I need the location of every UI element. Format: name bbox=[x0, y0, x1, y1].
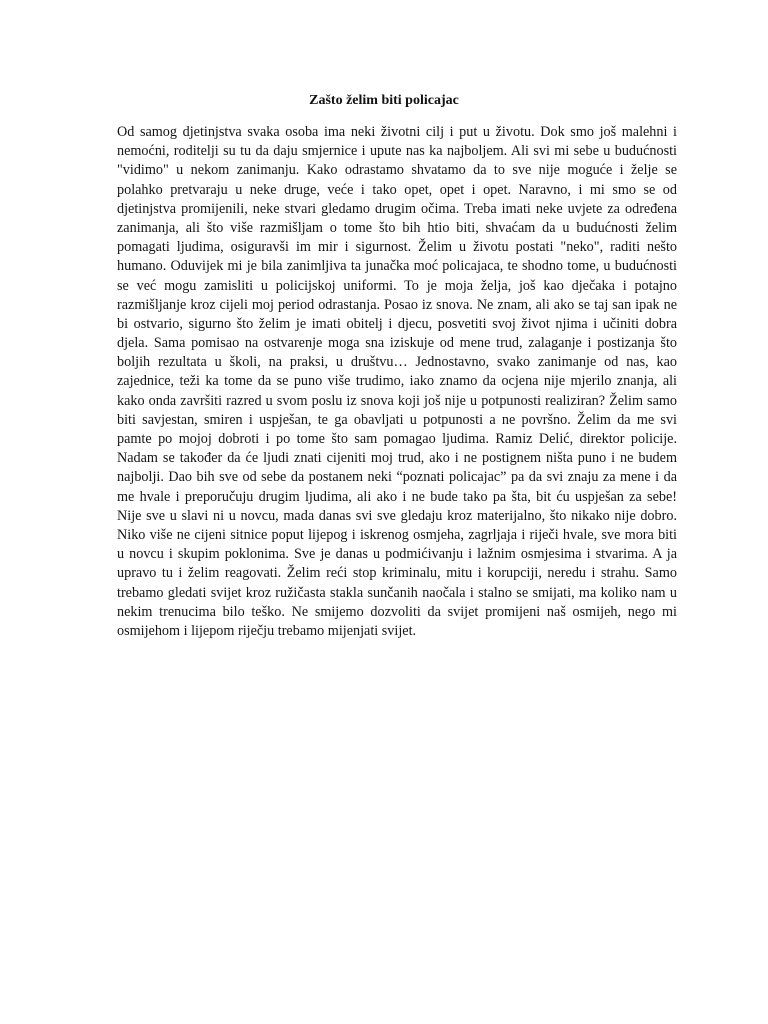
body-line: bi ostvario, sigurno što želim je imati obitelj i djecu, posvetiti svoj život njima i učiniti dobra bbox=[117, 315, 677, 332]
body-line: Niko više ne cijeni sitnice poput lijepog i iskrenog osmjeha, zagrljaja i riječi hvale, sve mora biti bbox=[117, 526, 677, 543]
body-line: pamte po mojoj dobroti i po tome što sam pomagao ljudima. Ramiz Delić, direktor policije. bbox=[117, 431, 677, 447]
body-line: zanimanja, ali što više razmišljam o tome što bih htio biti, shvaćam da u budućnosti želim bbox=[117, 219, 677, 236]
body-line: djela. Sama pomisao na ostvarenje moga sna iziskuje od mene trud, zalaganje i postizanja što bbox=[117, 335, 677, 352]
body-line: nekim trenucima bilo teško. Ne smijemo dozvoliti da svijet promijeni naš osmijeh, nego mi bbox=[117, 603, 677, 620]
body-line: me hvale i preporučuju drugim ljudima, ali ako i ne bude tako pa šta, bit ću uspješan za sebe! bbox=[117, 488, 677, 505]
body-line: kako onda završiti razred u svom poslu iz snova koji još nije u potpunosti realiziran? Želim samo bbox=[117, 392, 677, 409]
document-title: Zašto želim biti policajac bbox=[309, 93, 459, 108]
body-line: razmišljanje kroz cijeli moj period odrastanja. Posao iz snova. Ne znam, ali ako se taj san ipak ne bbox=[117, 296, 677, 313]
body-line: djetinjstva promijenili, neke stvari gledamo drugim očima. Treba imati neke uvjete za određena bbox=[117, 200, 677, 217]
body-line: zajednice, teži ka tome da se puno više trudimo, iako znamo da ocjena nije mjerilo znanja, ali bbox=[117, 373, 677, 390]
body-line: najbolji. Dao bih sve od sebe da postanem neki “poznati policajac” pa da svi znaju za mene i da bbox=[117, 469, 677, 486]
document-body bbox=[117, 123, 677, 641]
body-line: boljih rezultata u školi, na praksi, u društvu… Jednostavno, svako zanimanje od nas, kao bbox=[117, 354, 677, 371]
body-line: u novcu i skupim poklonima. Sve je danas u podmićivanju i lažnim osmjesima i stvarima. A ja bbox=[117, 546, 677, 563]
body-line: biti savjestan, smiren i uspješan, te ga obavljati u potpunosti a ne površno. Želim da me svi bbox=[117, 411, 677, 428]
body-line: se već mogu zamisliti u policijskoj uniformi. To je moja želja, još kao dječaka i potajno bbox=[117, 277, 677, 294]
body-line: Nije sve u slavi ni u novcu, mada danas svi sve gledaju kroz materijalno, što nikako nije dobro. bbox=[117, 507, 677, 524]
body-line: Nadam se također da će ljudi znati cijeniti moj trud, ako i ne postignem ništa puno i ne budem bbox=[117, 450, 677, 467]
body-line: osmijehom i lijepom riječju trebamo mijenjati svijet. bbox=[117, 622, 417, 639]
body-line: Od samog djetinjstva svaka osoba ima neki životni cilj i put u životu. Dok smo još malehni i bbox=[117, 124, 677, 140]
body-line: trebamo gledati svijet kroz ružičasta stakla sunčanih naočala i stalno se smijati, ma koliko nam u bbox=[117, 584, 677, 601]
body-line: pomagati ljudima, osiguravši im mir i sigurnost. Želim u životu postati "neko", raditi nešto bbox=[117, 239, 677, 256]
body-line: nemoćni, roditelji su tu da daju smjernice i upute nas ka najboljem. Ali svi mi sebe u budućnosti bbox=[117, 143, 677, 160]
body-line: upravo tu i želim reagovati. Želim reći stop kriminalu, mitu i korupciji, neredu i strahu. Samo bbox=[117, 565, 677, 582]
body-line: polahko pretvaraju u neke druge, veće i tako opet, opet i opet. Naravno, i mi smo se od bbox=[117, 181, 677, 198]
body-line: "vidimo" u nekom zanimanju. Kako odrastamo shvatamo da to sve nije moguće i želje se bbox=[117, 162, 677, 179]
body-line: humano. Oduvijek mi je bila zanimljiva ta junačka moć policajaca, te shodno tome, u budućnosti bbox=[117, 258, 677, 275]
